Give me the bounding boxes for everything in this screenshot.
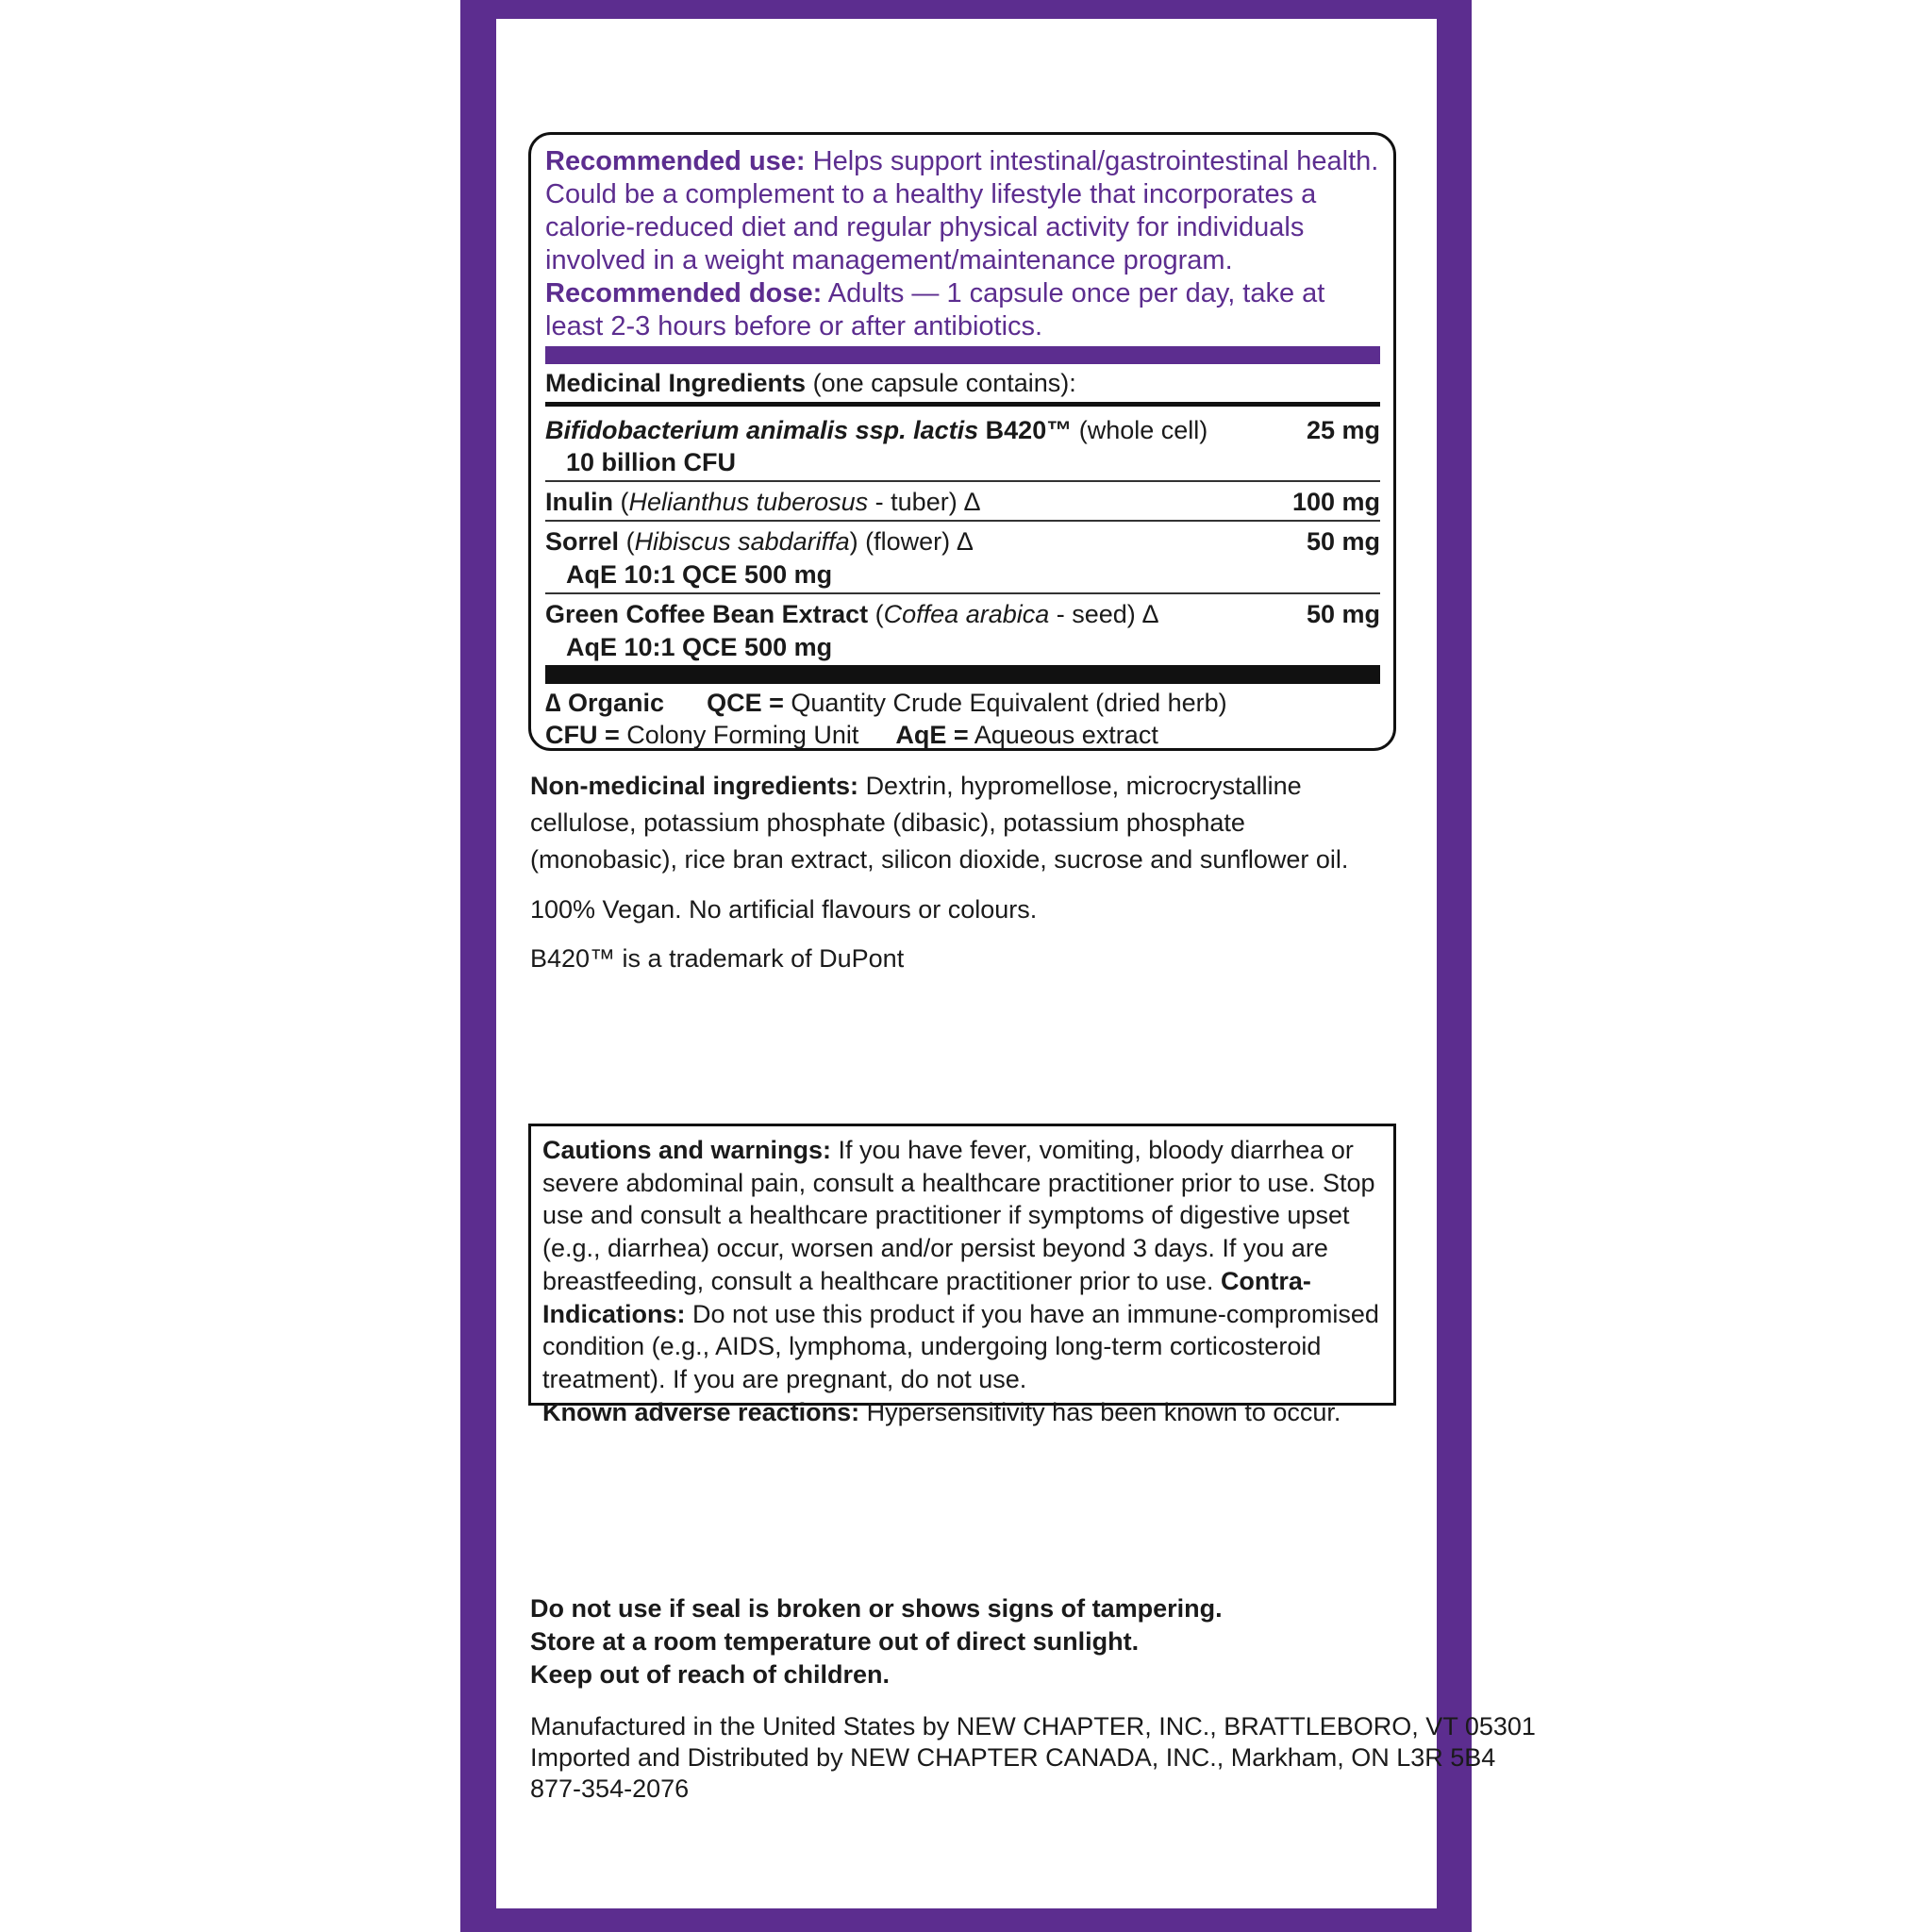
ingredient-latin: Helianthus tuberosus: [628, 488, 869, 516]
ingredient-suffix: - tuber) ∆: [874, 488, 980, 516]
organic-legend: ∆ Organic: [545, 689, 665, 717]
non-medicinal-ingredients: [530, 768, 1398, 878]
cfu-text: Colony Forming Unit: [626, 721, 859, 749]
cautions-text: If you have fever, vomiting, bloody diarrhea or severe abdominal pain, consult a healthcare practitioner prior to use. Stop use and consult a healthcare practitioner if symptoms of digestive upset (e.g., diarrhea) occur, worsen and/or persist beyond 3 days. If you are breastfeeding, consult a healthcare practitioner prior to use.: [542, 1136, 1375, 1295]
medicinal-heading-bold: Medicinal Ingredients: [545, 369, 807, 397]
medicinal-heading-rest: (one capsule contains):: [812, 369, 1076, 397]
ingredient-latin: Coffea arabica: [883, 600, 1050, 628]
row-divider: [545, 592, 1380, 594]
ingredient-sub: 10 billion CFU: [566, 448, 737, 476]
ingredient-sub: AqE 10:1 QCE 500 mg: [566, 560, 833, 589]
ingredient-name: Green Coffee Bean Extract: [545, 600, 869, 628]
adverse-label: Known adverse reactions:: [542, 1397, 860, 1426]
purple-divider: [545, 346, 1380, 364]
ingredient-sub: AqE 10:1 QCE 500 mg: [566, 633, 833, 661]
storage-instructions: [530, 1592, 1223, 1691]
ingredient-name: B420™: [985, 416, 1073, 444]
ingredient-amount: 50 mg: [1306, 527, 1380, 556]
ingredient-row-green-coffee: Green Coffee Bean Extract (Coffea arabica - seed) ∆: [545, 600, 1158, 628]
phone-number: 877-354-2076: [530, 1774, 690, 1803]
aqe-text: Aqueous extract: [974, 721, 1158, 749]
contra-text: Do not use this product if you have an immune-compromised condition (e.g., AIDS, lymphoma, undergoing long-term corticosteroid treatment). If you are pregnant, do not use.: [542, 1299, 1379, 1393]
cautions-label: Cautions and warnings:: [542, 1136, 832, 1164]
recommended-use-text: Helps support intestinal/gastrointestinal health. Could be a complement to a healthy lifestyle that incorporates a calorie-reduced diet and regular physical activity for individuals involved in a weight management/maintenance program.: [545, 146, 1379, 275]
ingredient-amount: 100 mg: [1291, 488, 1380, 516]
aqe-label: AqE =: [895, 721, 969, 749]
warnings-text: [542, 1134, 1387, 1428]
vegan-statement: 100% Vegan. No artificial flavours or colours.: [530, 895, 1038, 924]
medicinal-heading-rule: [545, 402, 1380, 407]
ingredient-amount: 25 mg: [1306, 416, 1380, 444]
ingredient-row-sorrel: Sorrel (Hibiscus sabdariffa) (flower) ∆: [545, 527, 974, 556]
recommended-dose-label: Recommended dose:: [545, 278, 823, 308]
cfu-label: CFU =: [545, 721, 620, 749]
non-medicinal-label: Non-medicinal ingredients:: [530, 772, 859, 800]
legend-divider: [545, 665, 1380, 684]
storage-line: Keep out of reach of children.: [530, 1660, 891, 1689]
storage-line: Do not use if seal is broken or shows signs of tampering.: [530, 1594, 1223, 1623]
legend-line-1: [545, 688, 1227, 719]
ingredient-suffix: ) (flower) ∆: [849, 527, 974, 556]
ingredient-suffix: - seed) ∆: [1056, 600, 1158, 628]
manufacturer-line: Manufactured in the United States by NEW CHAPTER, INC., BRATTLEBORO, VT 05301: [530, 1712, 1536, 1740]
storage-line: Store at a room temperature out of direct sunlight.: [530, 1627, 1140, 1656]
contra-label: Contra-Indications:: [542, 1266, 1311, 1328]
ingredient-row-bifidobacterium: [545, 415, 1208, 446]
ingredient-amount: 50 mg: [1306, 600, 1380, 628]
manufacturer-info: [530, 1711, 1536, 1805]
recommended-use-label: Recommended use:: [545, 146, 806, 176]
recommended-dose-text: Adults — 1 capsule once per day, take at least 2-3 hours before or after antibiotics.: [545, 278, 1325, 341]
ingredient-latin: Bifidobacterium animalis ssp. lactis: [545, 416, 979, 444]
ingredient-name: Inulin: [545, 488, 613, 516]
ingredient-row-inulin: Inulin (Helianthus tuberosus - tuber) ∆: [545, 488, 980, 516]
distributor-line: Imported and Distributed by NEW CHAPTER CANADA, INC., Markham, ON L3R 5B4: [530, 1743, 1496, 1772]
ingredient-suffix: (whole cell): [1078, 416, 1208, 444]
qce-label: QCE =: [707, 689, 784, 717]
row-divider: [545, 520, 1380, 522]
non-medicinal-text: Dextrin, hypromellose, microcrystalline cellulose, potassium phosphate (dibasic), potassium phosphate (monobasic), rice bran extract, silicon dioxide, sucrose and sunflower oil.: [530, 772, 1349, 874]
legend-line-2: [545, 720, 1158, 751]
trademark-statement: B420™ is a trademark of DuPont: [530, 944, 905, 973]
adverse-text: Hypersensitivity has been known to occur.: [866, 1397, 1341, 1426]
recommended-section: [545, 145, 1385, 343]
ingredient-latin: Hibiscus sabdariffa: [634, 527, 850, 556]
row-divider: [545, 480, 1380, 482]
qce-text: Quantity Crude Equivalent (dried herb): [791, 689, 1227, 717]
medicinal-heading: [545, 368, 1076, 399]
ingredient-name: Sorrel: [545, 527, 620, 556]
